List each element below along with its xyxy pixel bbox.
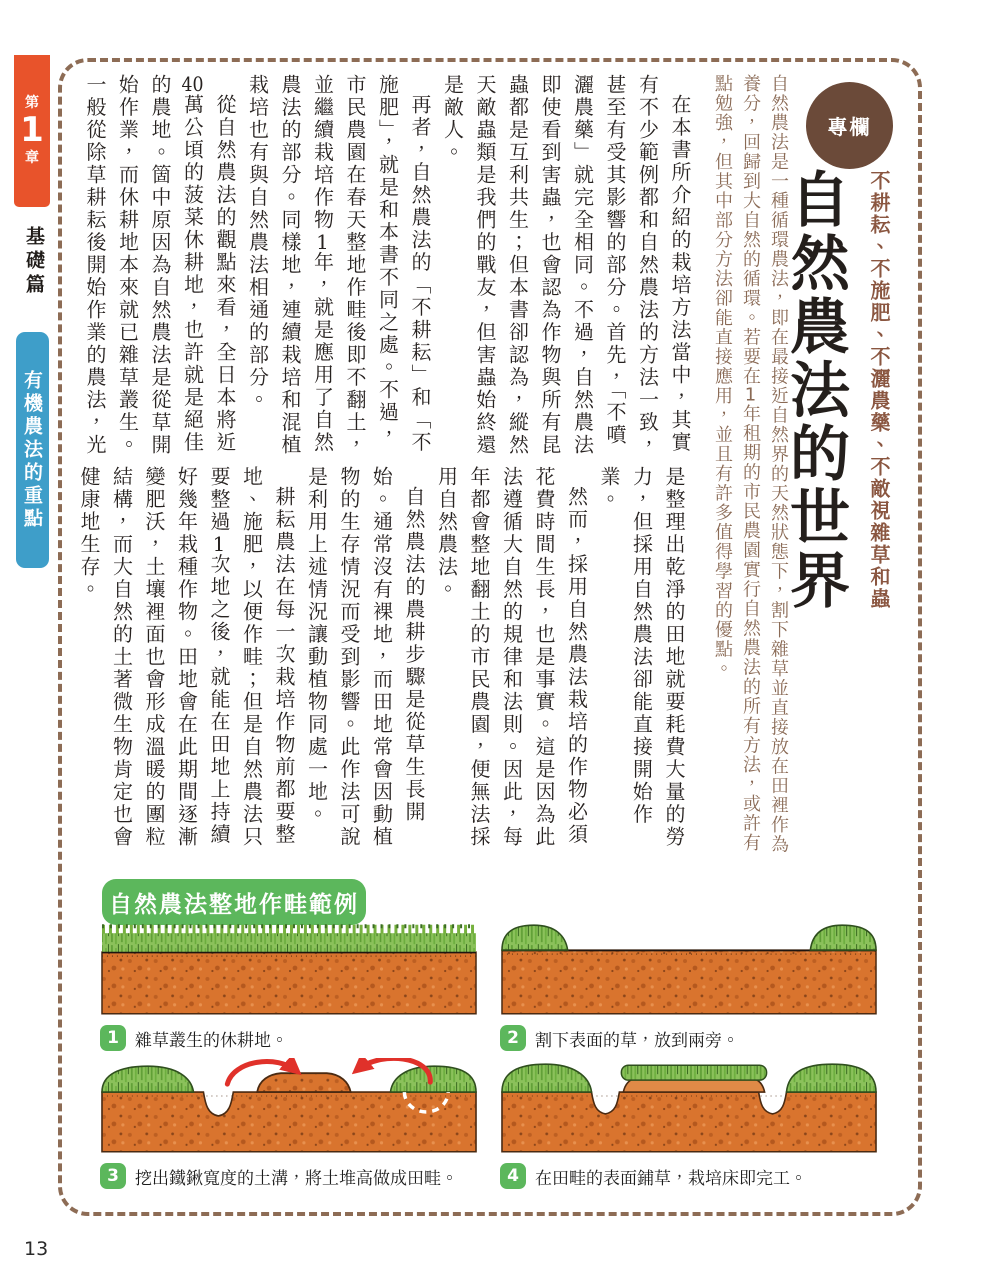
sidebar-topic-label: 有機農法的重點 — [21, 369, 43, 531]
figure-step-4 — [500, 1058, 878, 1189]
step-2-number-badge: 2 — [500, 1025, 526, 1051]
column-title: 自然農法的世界 — [780, 168, 850, 613]
step-2-illustration — [500, 920, 878, 1018]
article-upper-text: 在本書所介紹的栽培方法當中，其實有不少範例都和自然農法的方法一致，甚至有受其影響的部分。首先，「不噴灑農藥」就完全相同。不過，自然農法即使看到害蟲，也會認為作物與所有昆蟲都是互利共生；但本書卻認為，縱然天敵蟲類是我們的戰友，但害蟲始終還是敵人。 再者，自然農法的「不耕耘」和「不施肥」，就是和本書不同之處。不過，市民農園在春天整地作畦後即不翻土，並繼續栽培作物1年，就是應用了自然農法的部分。同樣地，連續栽培和混植栽培也有與自然農法相通的部分。 從自然農法的觀點來看，全日本將近40萬公頃的菠菜休耕地，也許就是絕佳的農地。箇中原因為自然農法是從草開始作業，而休耕地本來就已雜草叢生。一般從除草耕耘後開始作業的農法，光 — [83, 74, 692, 457]
chapter-number: 1 — [20, 110, 44, 151]
article-lower-text: 是整理出乾淨的田地就要耗費大量的勞力，但採用自然農法卻能直接開始作業。 然而，採用自然農法栽培的作物必須花費時間生長，也是事實。這是因為此法遵循大自然的規律和法則。因此，每年都會整地翻土的市民農園，便無法採用自然農法。 自然農法的農耕步驟是從草生長開始。通常沒有裸地，而田地常會因動植物的生存情況而受到影響。此作法可說是利用上述情況讓動植物同處一地。 耕耘農法在每一次栽培作物前都要整地、施肥，以便作畦；但是自然農法只要整過1次地之後，就能在田地上持續好幾年栽種作物。田地會在此期間逐漸變肥沃，土壤裡面也會形成溫暖的團粒結構，而大自然的土著微生物肯定也會健康地生存。 — [77, 466, 686, 849]
figure-step-1 — [100, 920, 478, 1051]
page-number: 13 — [24, 1238, 49, 1260]
step-3-illustration — [100, 1058, 478, 1156]
section-label: 基礎篇 — [23, 226, 45, 298]
step-4-illustration — [500, 1058, 878, 1156]
step-1-illustration — [100, 920, 478, 1018]
column-subtitle: 不耕耘、不施肥、不灑農藥、不敵視雜草和蟲 — [867, 170, 891, 610]
step-3-number-badge: 3 — [100, 1163, 126, 1189]
sidebar-topic-badge — [16, 332, 49, 568]
step-2-caption-text: 割下表面的草，放到兩旁。 — [535, 1030, 739, 1051]
chapter-suffix: 章 — [25, 149, 39, 166]
step-3-caption — [100, 1163, 478, 1189]
step-4-number-badge: 4 — [500, 1163, 526, 1189]
step-3-caption-text: 挖出鐵鍬寬度的土溝，將土堆高做成田畦。 — [135, 1168, 458, 1189]
chapter-tab — [14, 55, 50, 207]
step-4-caption-text: 在田畦的表面鋪草，栽培床即完工。 — [535, 1168, 807, 1189]
step-1-caption-text: 雜草叢生的休耕地。 — [135, 1030, 288, 1051]
figure-step-2 — [500, 920, 878, 1051]
column-label-badge: 專欄 — [806, 82, 893, 169]
figure-heading-badge: 自然農法整地作畦範例 — [102, 879, 366, 925]
step-1-number-badge: 1 — [100, 1025, 126, 1051]
figure-step-3 — [100, 1058, 478, 1189]
step-2-caption — [500, 1025, 878, 1051]
column-intro: 自然農法是一種循環農法，即在最接近自然界的天然狀態下，割下雜草並直接放在田裡作為養分，回歸到大自然的循環。若要在1年租期的市民農園實行自然農法的所有方法，或許有點勉強，但其中部分方法卻能直接應用，並且有許多值得學習的優點。 — [712, 74, 789, 854]
step-4-caption — [500, 1163, 878, 1189]
step-1-caption — [100, 1025, 478, 1051]
chapter-prefix: 第 — [25, 95, 39, 112]
